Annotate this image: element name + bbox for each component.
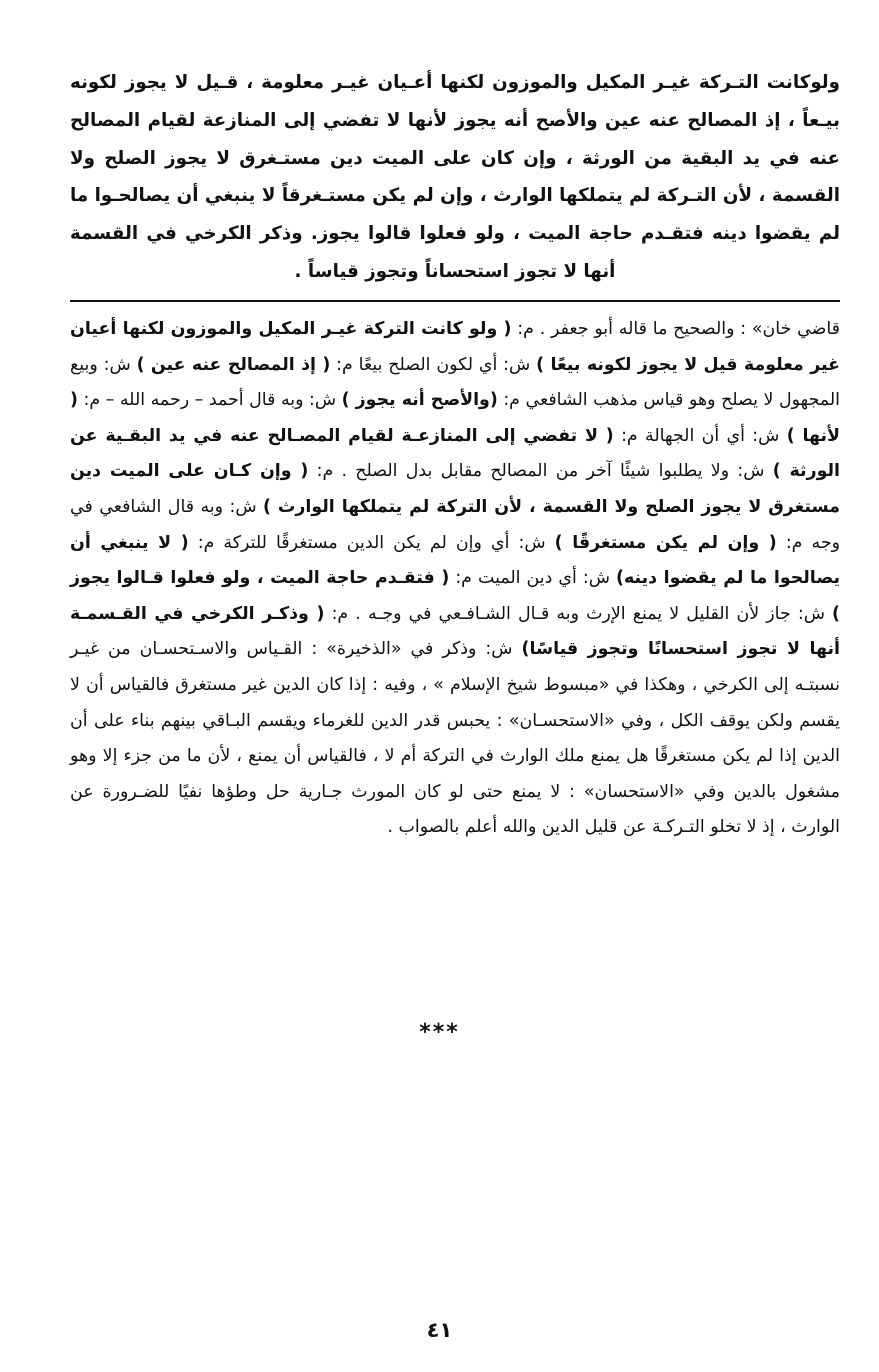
- quoted-matn-segment: ( إذ المصالح عنه عين ): [136, 354, 331, 375]
- quoted-matn-segment: ( لا تفضي إلى المنازعـة لقيام المصـالح عنه في يد البقـية عن الورثة ): [70, 425, 840, 482]
- quoted-matn-segment: ( وإن لم يكن مستغرقًا ): [554, 532, 777, 553]
- commentary-segment: ش: وبه قال الشافعي في وجه م:: [70, 496, 840, 553]
- quoted-matn-segment: (والأصح أنه يجوز ): [341, 390, 498, 411]
- commentary-segment: ش: وبيع المجهول لا يصلح وهو قياس مذهب الشافعي م:: [70, 354, 840, 411]
- page-number: ٤١: [426, 1318, 453, 1342]
- main-text-paragraph: ولوكانت التـركة غيـر المكيل والموزون لكنها أعـيان غيـر معلومة ، قـيل لا يجوز لكونه بيـعاً ، إذ المصالح عنه عين والأصح أنه يجوز لأنها لا تفضي إلى المنازعة لقيام المصالح عنه في يد البقية من الورثة ، وإن كان على الميت دين مستـغرق لا يجوز الصلح ولا القسمة ، لأن التـركة لم يتملكها الوارث ، وإن لم يكن مستـغرقاً لا ينبغي أن يصالحـوا ما لم يقضوا دينه فتقـدم حاجة الميت ، ولو فعلوا قالوا يجوز. وذكر الكرخي في القسمة أنها لا تجوز استحساناً وتجوز قياساً .: [70, 72, 840, 283]
- quoted-matn-segment: ( لأنها ): [70, 390, 840, 446]
- quoted-matn-segment: ( وإن كـان على الميت دين مستغرق لا يجوز الصلح ولا القسمة ، لأن التركة لم يتملكها الوارث ): [70, 461, 840, 517]
- commentary-segment: ش: أي أن الجهالة م:: [613, 425, 787, 446]
- section-separator: ***: [419, 1020, 460, 1045]
- commentary-segment: قاضي خان» : والصحيح ما قاله أبو جعفر . م:: [511, 319, 840, 339]
- commentary-segment: ش: وبه قال أحمد – رحمه الله – م:: [77, 390, 342, 411]
- quoted-matn-segment: ( فتقـدم حاجة الميت ، ولو فعلوا قـالوا يجوز ): [70, 568, 840, 624]
- commentary-segment: ش: ولا يطلبوا شيئًا آخر من المصالح مقابل بدل الصلح . م:: [308, 461, 773, 482]
- commentary-block: [70, 312, 840, 846]
- footnote-divider: [70, 300, 840, 302]
- quoted-matn-segment: ( لا ينبغي أن يصالحوا ما لم يقضوا دينه): [70, 532, 840, 589]
- commentary-segment: ش: أي وإن لم يكن الدين مستغرقًا للتركة م:: [188, 532, 555, 553]
- quoted-matn-segment: ( ولو كانت التركة غيـر المكيل والموزون لكنها أعيان غير معلومة قيل لا يجوز لكونه بيعًا ): [70, 319, 841, 375]
- commentary-segment: ش: أي لكون الصلح بيعًا م:: [330, 354, 537, 375]
- quoted-matn-segment: ( وذكـر الكرخي في القـسمـة أنها لا تجوز استحسانًا وتجوز قياسًا): [70, 603, 840, 660]
- commentary-segment: ش: أي دين الميت م:: [449, 568, 617, 589]
- commentary-segment: ش: وذكر في «الذخيرة» : القـياس والاسـتحسـان من غيـر نسبتـه إلى الكرخي ، وهكذا في «مبسوط شيخ الإسلام » ، وفيه : إذا كان الدين غير مستغرق فالقياس أن لا يقسم ولكن يوقف الكل ، وفي «الاستحسـان» : يحبس قدر الدين للغرماء ويقسم البـاقي بينهم بناء على أن الدين إذا لم يكن مستغرقًا هل يمنع ملك الوارث في التركة أم لا ، فالقياس أن يمنع ، لأن ما من جزء إلا وهو مشغول بالدين وفي «الاستحسان» : لا يمنع حتى لو كان المورث جـارية حل وطؤها نفيًا للضـرورة عن الوارث ، إذ لا تخلو التـركـة عن قليل الدين والله أعلم بالصواب .: [70, 639, 840, 838]
- commentary-segment: ش: جاز لأن القليل لا يمنع الإرث وبه قـال الشـافـعي في وجـه . م:: [324, 603, 833, 624]
